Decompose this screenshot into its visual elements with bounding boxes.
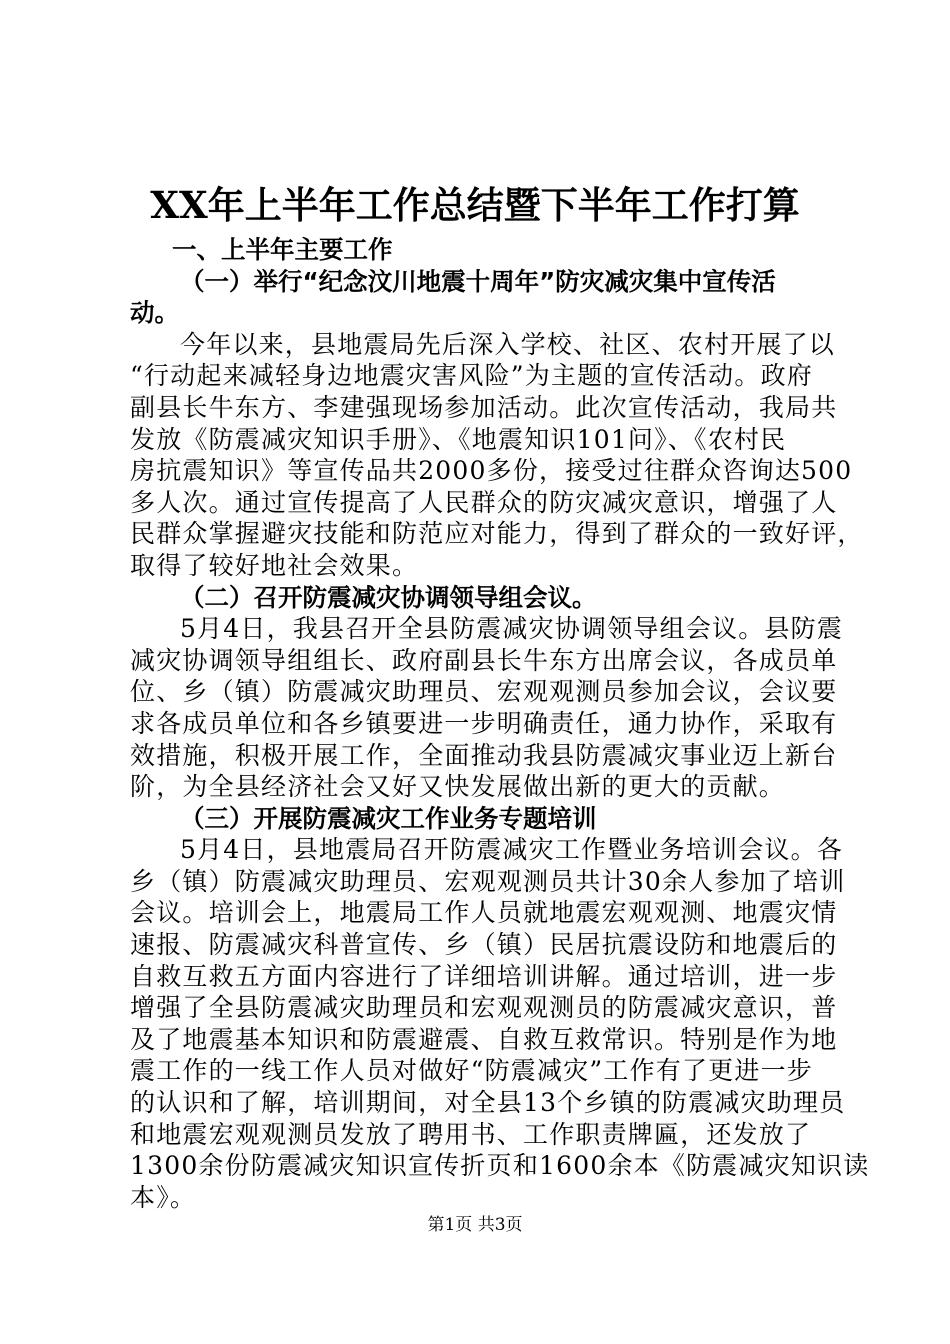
- text-line: 减灾协调领导组组长、政府副县长牛东方出席会议，各成员单: [130, 645, 838, 675]
- text-line: 今年以来，县地震局先后深入学校、社区、农村开展了以: [180, 329, 836, 359]
- text-line: 民群众掌握避灾技能和防范应对能力，得到了群众的一致好评，: [130, 519, 864, 549]
- text-line: 自救互救五方面内容进行了详细培训讲解。通过培训，进一步: [130, 961, 838, 991]
- paragraph-3: [130, 834, 844, 866]
- text-line: 效措施，积极开展工作，全面推动我县防震减灾事业迈上新台: [130, 740, 838, 770]
- text-line: 发放《防震减灾知识手册》、《地震知识101问》、《农村民: [130, 424, 787, 454]
- subsection-heading-3: [130, 803, 830, 835]
- text-line: 取得了较好地社会效果。: [130, 550, 419, 580]
- text-line: 房抗震知识》等宣传品共2000多份，接受过往群众咨询达500: [130, 456, 853, 486]
- text-line: 5月4日，县地震局召开防震减灾工作暨业务培训会议。各: [180, 835, 844, 865]
- text-line: 本》。: [130, 1182, 197, 1212]
- text-line: 5月4日，我县召开全县防震减灾协调领导组会议。县防震: [180, 614, 844, 644]
- paragraph-2-cont: [130, 645, 838, 803]
- paragraph-2: [130, 613, 844, 645]
- text-line: 的认识和了解，培训期间，对全县13个乡镇的防震减灾助理员: [130, 1088, 846, 1118]
- text-line: 增强了全县防震减灾助理员和宏观观测员的防震减灾意识，普: [130, 993, 838, 1023]
- subsection-heading-1-cont: [130, 297, 830, 329]
- paragraph-1: [130, 329, 836, 361]
- section-heading: 一、上半年主要工作: [172, 235, 393, 264]
- text-line: 及了地震基本知识和防震避震、自救互救常识。特别是作为地: [130, 1024, 838, 1054]
- text-line: 位、乡（镇）防震减灾助理员、宏观观测员参加会议，会议要: [130, 677, 838, 707]
- text-line: 阶，为全县经济社会又好又快发展做出新的更大的贡献。: [130, 772, 786, 802]
- page-number-footer: 第1页 共3页: [427, 1215, 523, 1235]
- text-line: 会议。培训会上，地震局工作人员就地震宏观观测、地震灾情: [130, 898, 838, 928]
- text-line: 副县长牛东方、李建强现场参加活动。此次宣传活动，我局共: [130, 392, 838, 422]
- text-line: 震工作的一线工作人员对做好“防震减灾”工作有了更进一步: [130, 1056, 813, 1086]
- document-body: [130, 234, 870, 1213]
- text-line: 乡（镇）防震减灾助理员、宏观观测员共计30余人参加了培训: [130, 866, 846, 896]
- heading-line: （三）开展防震减灾工作业务专题培训: [180, 803, 597, 833]
- text-line: 1300余份防震减灾知识宣传折页和1600余本《防震减灾知识读: [130, 1151, 870, 1181]
- text-line: 求各成员单位和各乡镇要进一步明确责任，通力协作，采取有: [130, 708, 838, 738]
- text-line: “行动起来减轻身边地震灾害风险”为主题的宣传活动。政府: [130, 361, 813, 391]
- heading-line: 动。: [130, 298, 179, 328]
- document-title: XX年上半年工作总结暨下半年工作打算: [150, 183, 800, 227]
- text-line: 和地震宏观观测员发放了聘用书、工作职责牌匾，还发放了: [130, 1119, 812, 1149]
- heading-line: （二）召开防震减灾协调领导组会议。: [180, 582, 597, 612]
- subsection-heading-1: [130, 266, 830, 298]
- heading-line: （一）举行“纪念汶川地震十周年”防灾减灾集中宣传活: [180, 266, 776, 296]
- paragraph-1-cont: [130, 360, 864, 581]
- subsection-heading-2: [130, 582, 830, 614]
- text-line: 多人次。通过宣传提高了人民群众的防灾减灾意识，增强了人: [130, 487, 838, 517]
- paragraph-3-cont: [130, 866, 870, 1214]
- text-line: 速报、防震减灾科普宣传、乡（镇）民居抗震设防和地震后的: [130, 930, 838, 960]
